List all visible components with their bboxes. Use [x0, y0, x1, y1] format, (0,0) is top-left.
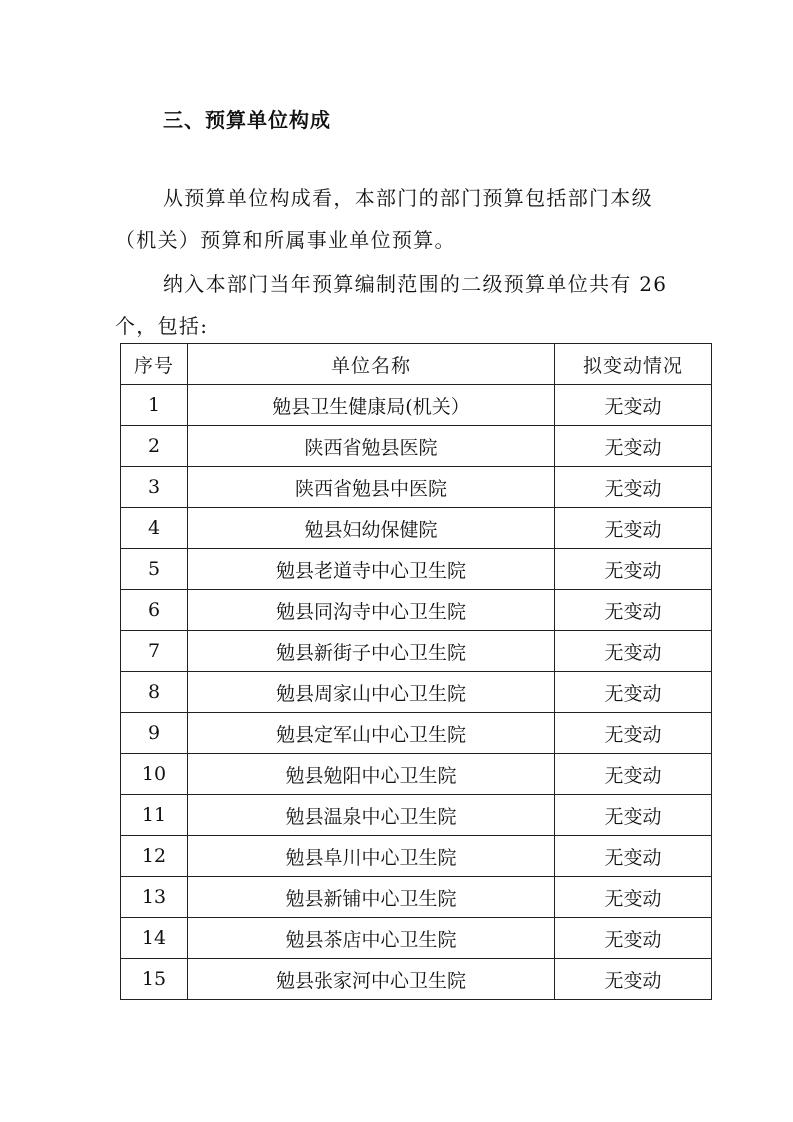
header-unit-name: 单位名称 — [188, 344, 555, 385]
row-change-status: 无变动 — [555, 467, 712, 508]
table-row — [121, 959, 712, 1000]
table-row — [121, 590, 712, 631]
row-unit-name: 勉县勉阳中心卫生院 — [188, 754, 555, 795]
table-row — [121, 795, 712, 836]
row-change-status: 无变动 — [555, 672, 712, 713]
row-change-status: 无变动 — [555, 836, 712, 877]
row-change-status: 无变动 — [555, 426, 712, 467]
row-index: 11 — [121, 795, 188, 836]
row-unit-name: 勉县新街子中心卫生院 — [188, 631, 555, 672]
row-unit-name: 勉县妇幼保健院 — [188, 508, 555, 549]
table-row — [121, 549, 712, 590]
row-index: 1 — [121, 385, 188, 426]
table-row — [121, 467, 712, 508]
row-index: 8 — [121, 672, 188, 713]
header-change-status: 拟变动情况 — [555, 344, 712, 385]
paragraph-1-line-2: （机关）预算和所属事业单位预算。 — [115, 228, 456, 252]
row-unit-name: 勉县张家河中心卫生院 — [188, 959, 555, 1000]
paragraph-2-line-2: 个，包括: — [115, 314, 209, 338]
table-row — [121, 426, 712, 467]
table-row — [121, 754, 712, 795]
row-change-status: 无变动 — [555, 549, 712, 590]
table-row — [121, 508, 712, 549]
row-unit-name: 陕西省勉县中医院 — [188, 467, 555, 508]
row-change-status: 无变动 — [555, 877, 712, 918]
row-index: 7 — [121, 631, 188, 672]
row-unit-name: 勉县卫生健康局(机关） — [188, 385, 555, 426]
row-unit-name: 勉县温泉中心卫生院 — [188, 795, 555, 836]
row-index: 12 — [121, 836, 188, 877]
row-unit-name: 勉县老道寺中心卫生院 — [188, 549, 555, 590]
row-unit-name: 勉县阜川中心卫生院 — [188, 836, 555, 877]
row-index: 6 — [121, 590, 188, 631]
table-row — [121, 713, 712, 754]
section-heading: 三、预算单位构成 — [163, 108, 331, 132]
table-row — [121, 877, 712, 918]
row-change-status: 无变动 — [555, 508, 712, 549]
row-change-status: 无变动 — [555, 590, 712, 631]
row-index: 3 — [121, 467, 188, 508]
row-unit-name: 勉县同沟寺中心卫生院 — [188, 590, 555, 631]
table-row — [121, 918, 712, 959]
row-index: 14 — [121, 918, 188, 959]
table-row — [121, 836, 712, 877]
budget-units-table — [120, 343, 712, 1000]
row-index: 2 — [121, 426, 188, 467]
row-unit-name: 勉县茶店中心卫生院 — [188, 918, 555, 959]
row-unit-name: 勉县新铺中心卫生院 — [188, 877, 555, 918]
row-change-status: 无变动 — [555, 385, 712, 426]
table-row — [121, 672, 712, 713]
paragraph-2-line-1: 纳入本部门当年预算编制范围的二级预算单位共有 26 — [163, 272, 668, 296]
row-index: 9 — [121, 713, 188, 754]
row-change-status: 无变动 — [555, 713, 712, 754]
row-index: 10 — [121, 754, 188, 795]
row-index: 13 — [121, 877, 188, 918]
header-index: 序号 — [121, 344, 188, 385]
row-change-status: 无变动 — [555, 754, 712, 795]
paragraph-1-line-1: 从预算单位构成看，本部门的部门预算包括部门本级 — [163, 186, 653, 210]
row-index: 15 — [121, 959, 188, 1000]
table-row — [121, 385, 712, 426]
row-change-status: 无变动 — [555, 631, 712, 672]
table-header-row — [121, 344, 712, 385]
table-row — [121, 631, 712, 672]
row-change-status: 无变动 — [555, 959, 712, 1000]
row-unit-name: 勉县周家山中心卫生院 — [188, 672, 555, 713]
row-change-status: 无变动 — [555, 918, 712, 959]
row-index: 5 — [121, 549, 188, 590]
row-unit-name: 勉县定军山中心卫生院 — [188, 713, 555, 754]
row-unit-name: 陕西省勉县医院 — [188, 426, 555, 467]
row-change-status: 无变动 — [555, 795, 712, 836]
row-index: 4 — [121, 508, 188, 549]
